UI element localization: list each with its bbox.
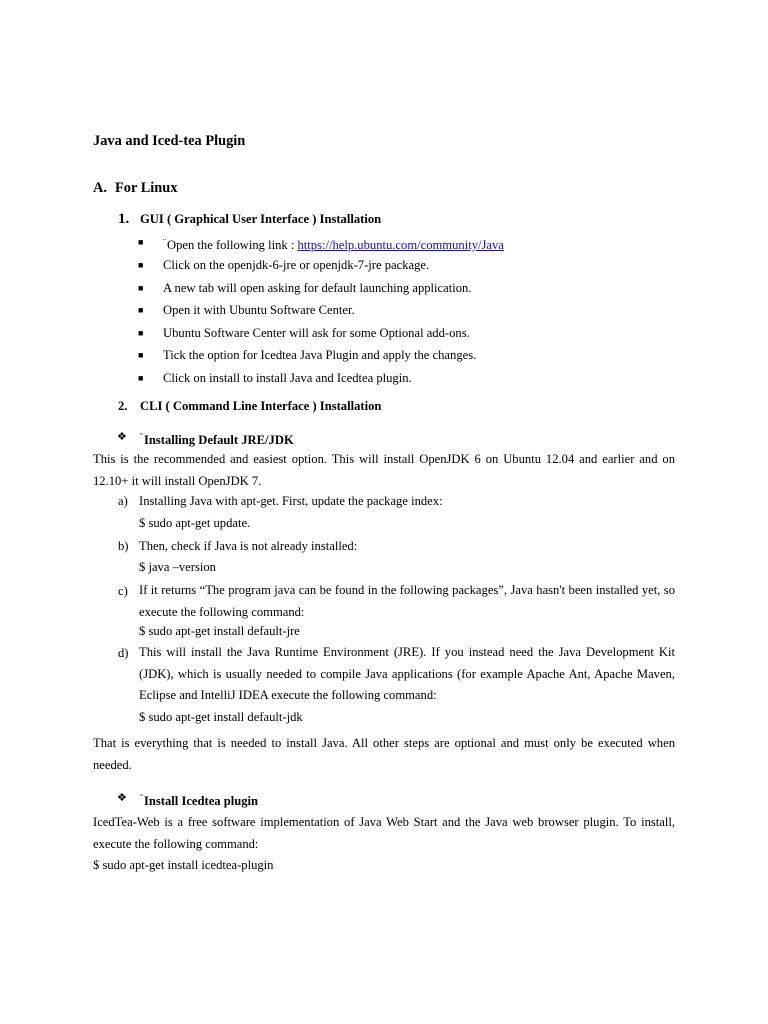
list-item: Ubuntu Software Center will ask for some Optional add-ons. bbox=[163, 326, 470, 340]
list-item: Click on install to install Java and Icedtea plugin. bbox=[163, 371, 412, 385]
step-command: $ sudo apt-get update. bbox=[139, 516, 251, 530]
step-text: Then, check if Java is not already installed: bbox=[139, 539, 358, 553]
list-item: A new tab will open asking for default launching application. bbox=[163, 281, 472, 295]
document-title: Java and Iced-tea Plugin bbox=[93, 133, 246, 149]
step-command: $ java –version bbox=[139, 560, 216, 574]
subsection-heading: ¨Installing Default JRE/JDK bbox=[140, 432, 294, 447]
gui-heading bbox=[118, 211, 381, 228]
list-item: ¨Open the following link : https://help.ubuntu.com/community/Java bbox=[163, 237, 504, 252]
list-item: Click on the openjdk-6-jre or openjdk-7-jre package. bbox=[163, 258, 430, 272]
section-a-heading bbox=[93, 180, 178, 197]
list-item: Tick the option for Icedtea Java Plugin and apply the changes. bbox=[163, 348, 477, 362]
gui-number: 1. bbox=[118, 211, 130, 227]
cli-heading-text: CLI ( Command Line Interface ) Installation bbox=[140, 399, 382, 413]
icedtea-paragraph: IcedTea-Web is a free software implementation of Java Web Start and the Java web browser plugin. To install, execute the following command: bbox=[93, 815, 675, 851]
step-text: This will install the Java Runtime Environment (JRE). If you instead need the Java Development Kit (JDK), which is usually needed to compile Java applications (for example Apache Ant, Apache Maven, Eclipse and IntelliJ IDEA execute the following command: bbox=[139, 645, 675, 702]
gui-heading-text: GUI ( Graphical User Interface ) Installation bbox=[140, 212, 382, 226]
bullet-icon: ■ bbox=[138, 328, 144, 338]
step-command: $ sudo apt-get install default-jre bbox=[139, 624, 300, 638]
subsection-heading: ¨Install Icedtea plugin bbox=[140, 793, 259, 808]
diamond-bullet-icon: ❖ bbox=[117, 792, 127, 804]
step-label: b) bbox=[118, 539, 129, 553]
step-text: If it returns “The program java can be found in the following packages”, Java hasn't been installed yet, so execute the following command: bbox=[139, 583, 675, 619]
step-command: $ sudo apt-get install default-jdk bbox=[139, 710, 303, 724]
bullet-icon: ■ bbox=[138, 373, 144, 383]
section-a-letter: A. bbox=[93, 180, 107, 196]
bullet-icon: ■ bbox=[138, 260, 144, 270]
diamond-bullet-icon: ❖ bbox=[117, 431, 127, 443]
step-text: Installing Java with apt-get. First, update the package index: bbox=[139, 494, 443, 508]
ubuntu-java-link[interactable]: https://help.ubuntu.com/community/Java bbox=[297, 238, 504, 252]
step-label: a) bbox=[118, 494, 128, 508]
list-item-text: Open the following link : bbox=[167, 238, 298, 252]
section-a-label: For Linux bbox=[115, 180, 178, 196]
bullet-icon: ■ bbox=[138, 305, 144, 315]
cli-heading bbox=[118, 399, 381, 414]
cli-number: 2. bbox=[118, 399, 128, 413]
outro-paragraph: That is everything that is needed to install Java. All other steps are optional and must only be executed when needed. bbox=[93, 736, 675, 772]
step-label: c) bbox=[118, 584, 128, 598]
icedtea-command: $ sudo apt-get install icedtea-plugin bbox=[93, 858, 274, 872]
bullet-icon: ■ bbox=[138, 237, 144, 247]
list-item: Open it with Ubuntu Software Center. bbox=[163, 303, 355, 317]
bullet-icon: ■ bbox=[138, 350, 144, 360]
bullet-icon: ■ bbox=[138, 283, 144, 293]
step-label: d) bbox=[118, 646, 129, 660]
intro-paragraph: This is the recommended and easiest option. This will install OpenJDK 6 on Ubuntu 12.04 and earlier and on 12.10+ it will install OpenJDK 7. bbox=[93, 452, 675, 488]
